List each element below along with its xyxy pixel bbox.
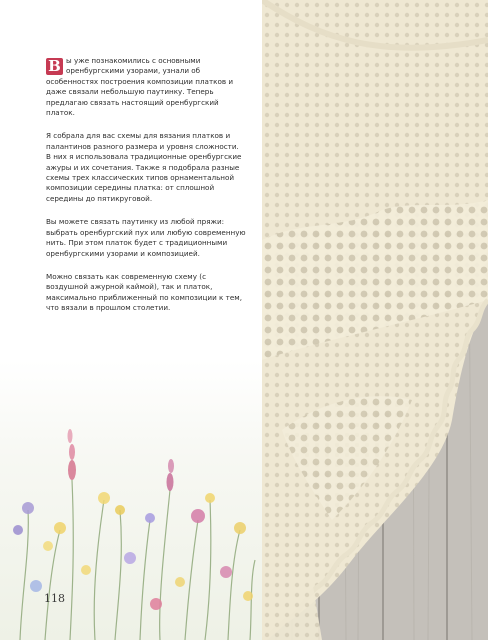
paragraph-3: Вы можете связать паутинку из любой пряжи: выбрать оренбургский пух или любую современную нить. При этом платок будет с традиционными оренбургскими узорами и композицией. (46, 217, 246, 258)
paragraph-2: Я собрала для вас схемы для вязания платков и палантинов разного размера и уровня сложности. В них я использовала традиционные оренбургские ажуры и их сочетания. Также я подобрала разные схемы трех классических типов орнаментальной композиции середины платка: от сплошной середины до пятикруговой. (46, 131, 242, 203)
article-text (46, 56, 246, 327)
shawl-photo (262, 0, 488, 640)
wildflowers-illustration (0, 360, 262, 640)
paragraph-4: Можно связать как современную схему (с воздушной ажурной каймой), так и платок, максимально приближенный по композиции к тем, что вязали в прошлом столетии. (46, 271, 242, 313)
shawl-photo-drawing (262, 0, 488, 640)
paragraph-1-text: ы уже познакомились с основными оренбургскими узорами, узнали об особенностях построения композиции платков и даже связали небольшую паутинку. Теперь предлагаю связать настоящий оренбургский платок. (46, 56, 234, 118)
drop-cap: В (46, 58, 63, 75)
paragraph-1 (46, 56, 246, 118)
flowers-drawing (0, 360, 262, 640)
page-number: 118 (44, 592, 65, 605)
